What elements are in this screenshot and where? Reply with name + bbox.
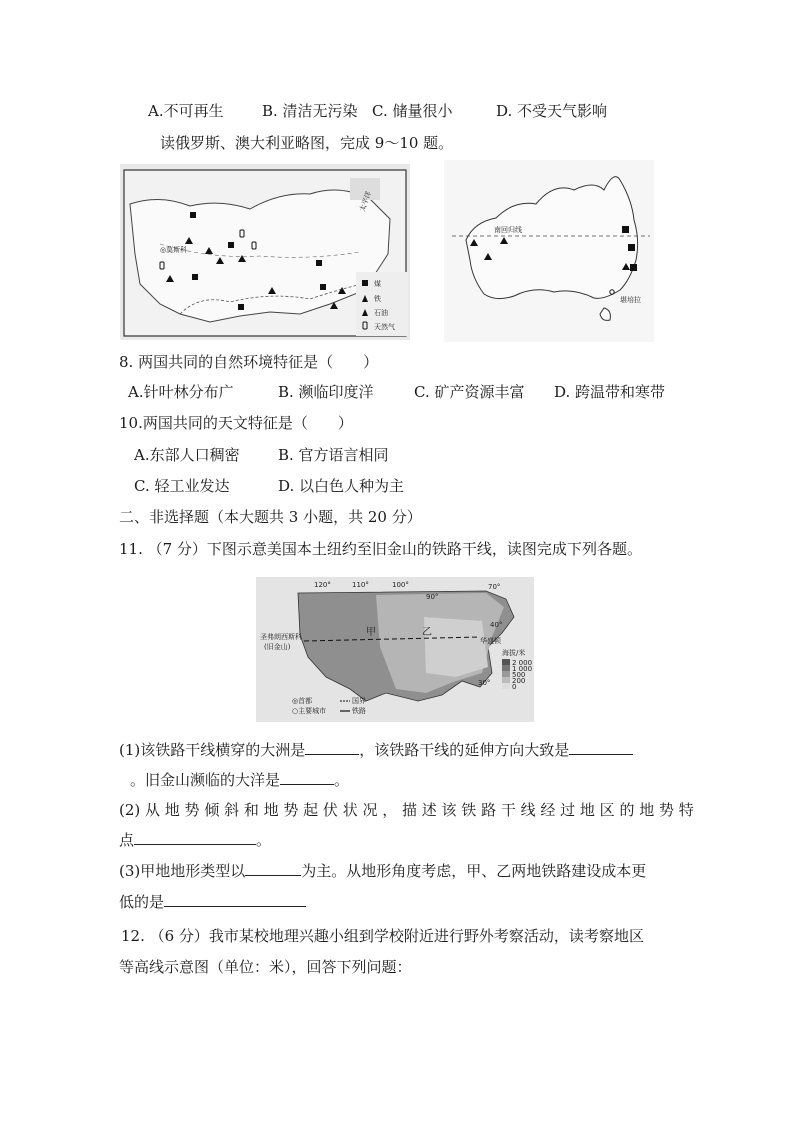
svg-text:(旧金山): (旧金山) [264, 643, 291, 651]
svg-text:○主要城市: ○主要城市 [292, 707, 327, 715]
q12-stem-line2: 等高线示意图（单位：米），回答下列问题： [119, 958, 412, 976]
q8-option-d: D. 跨温带和寒带 [554, 383, 666, 401]
svg-text:120°: 120° [314, 581, 331, 589]
russia-map [120, 164, 410, 340]
q11-part2-line1: (2) 从 地 势 倾 斜 和 地 势 起 伏 状 况 ， 描 述 该 铁 路 干 线 经 过 地 区 的 地 势 特 [119, 801, 694, 819]
svg-text:70°: 70° [488, 583, 501, 591]
svg-text:天然气: 天然气 [374, 323, 395, 331]
pacific-label: 太平洋 [358, 190, 374, 213]
svg-text:石油: 石油 [374, 309, 388, 317]
intro-9-10: 读俄罗斯、澳大利亚略图，完成 9～10 题。 [160, 134, 454, 152]
q11-part3-line1: (3)甲地地形类型以 为主。从地形角度考虑，甲、乙两地铁路建设成本更 [119, 862, 647, 880]
svg-text:2 000: 2 000 [512, 659, 533, 667]
q11-part1-line2: 。旧金山濒临的大洋是 。 [130, 771, 350, 789]
q8-option-b: B. 濒临印度洋 [278, 383, 374, 401]
q10-stem: 10.两国共同的天文特征是（ ） [119, 414, 353, 432]
answer-blank-direction[interactable] [569, 740, 633, 755]
svg-text:煤: 煤 [374, 280, 381, 288]
answer-blank-continent[interactable] [305, 740, 359, 755]
usa-railway-map [256, 577, 534, 722]
q8-option-c: C. 矿产资源丰富 [414, 383, 525, 401]
prev-option-c: C. 储量很小 [372, 102, 453, 120]
svg-text:90°: 90° [426, 593, 439, 601]
svg-text:500: 500 [512, 671, 526, 679]
tropic-label: 南回归线 [494, 226, 522, 234]
svg-text:铁: 铁 [374, 295, 381, 303]
svg-text:0: 0 [512, 683, 517, 691]
section-2-heading: 二、非选择题（本大题共 3 小题，共 20 分） [119, 508, 422, 526]
svg-text:◎首都: ◎首都 [292, 697, 313, 705]
svg-text:铁路: 铁路 [352, 707, 366, 715]
answer-blank-cost[interactable] [164, 892, 306, 907]
answer-blank-landform[interactable] [245, 861, 301, 876]
svg-text:国界: 国界 [352, 697, 366, 705]
canberra-label: 堪培拉 [620, 296, 641, 304]
q10-option-b: B. 官方语言相同 [278, 446, 389, 464]
q12-stem-line1: 12. （6 分）我市某校地理兴趣小组到学校附近进行野外考察活动，读考察地区 [121, 927, 644, 945]
svg-text:110°: 110° [352, 581, 369, 589]
q11-stem: 11. （7 分）下图示意美国本土纽约至旧金山的铁路干线，读图完成下列各题。 [119, 540, 642, 558]
australia-map [444, 160, 654, 342]
label-washington: 华盛顿 [480, 637, 501, 645]
answer-blank-ocean[interactable] [280, 770, 334, 785]
moscow-label: ◎莫斯科 [160, 246, 188, 254]
svg-text:海拔/米: 海拔/米 [502, 649, 526, 657]
q8-option-a: A.针叶林分布广 [128, 383, 234, 401]
q10-option-a: A.东部人口稠密 [134, 446, 240, 464]
prev-option-b: B. 清洁无污染 [262, 102, 358, 120]
svg-text:100°: 100° [392, 581, 409, 589]
svg-text:200: 200 [512, 677, 526, 685]
q10-option-d: D. 以白色人种为主 [278, 477, 405, 495]
q11-part3-line2: 低的是 [119, 892, 306, 912]
q8-stem: 8. 两国共同的自然环境特征是（ ） [119, 353, 379, 371]
q11-part2-line2: 点 。 [119, 831, 272, 849]
svg-text:30°: 30° [478, 679, 491, 687]
label-jia: 甲 [366, 627, 376, 638]
label-yi: 乙 [422, 627, 432, 638]
svg-text:1 000: 1 000 [512, 665, 533, 673]
q10-option-c: C. 轻工业发达 [134, 477, 230, 495]
prev-option-d: D. 不受天气影响 [496, 102, 608, 120]
svg-text:40°: 40° [490, 621, 503, 629]
label-san-francisco: 圣弗朗西斯科 [260, 633, 302, 641]
q11-part1-line1: (1)该铁路干线横穿的大洲是 ，该铁路干线的延伸方向大致是 [119, 740, 633, 760]
prev-option-a: A.不可再生 [148, 102, 224, 120]
answer-blank-terrain[interactable] [134, 830, 256, 845]
